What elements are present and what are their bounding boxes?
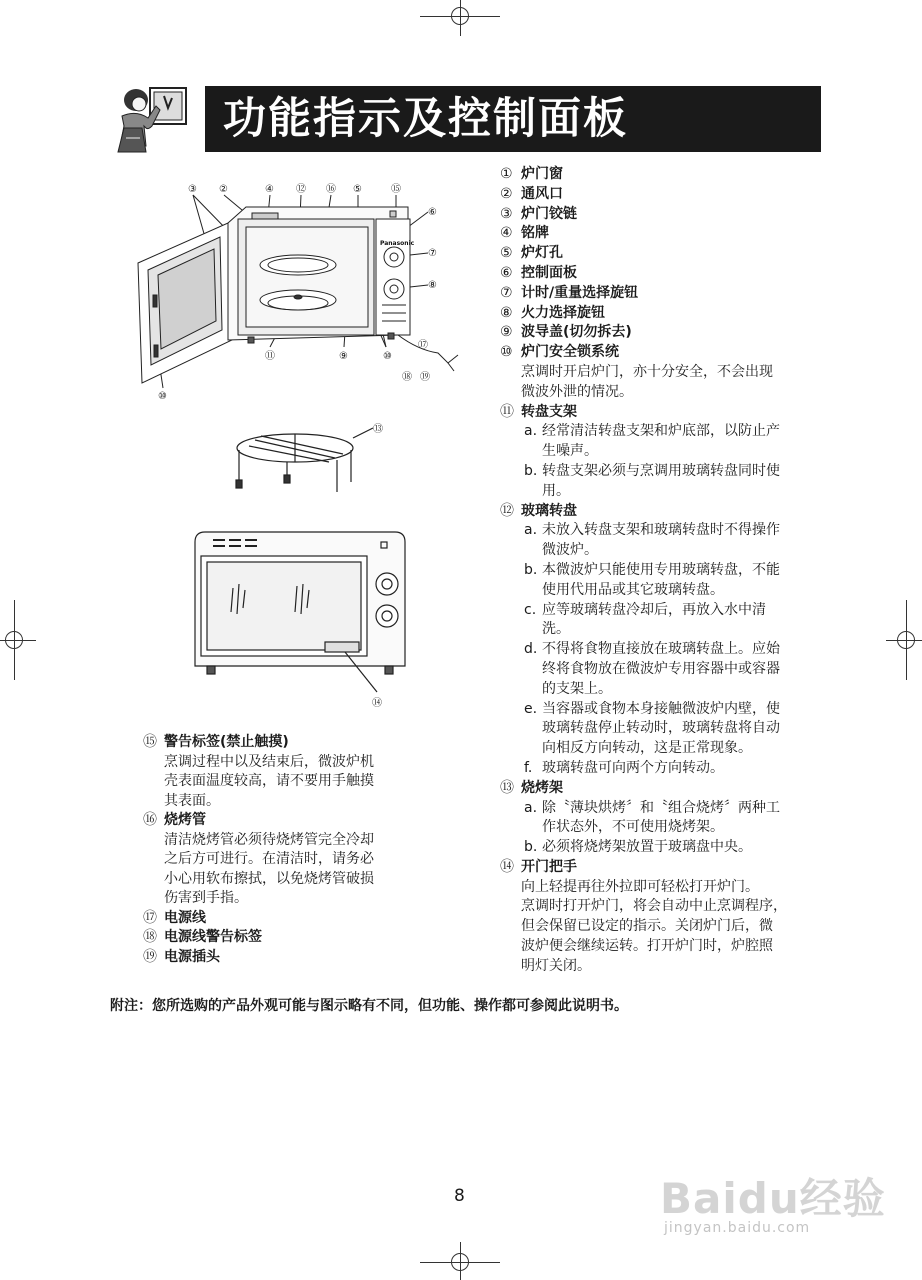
callout: ⑦ xyxy=(428,248,437,259)
list-item: ⑮ 警告标签(禁止触摸) 烹调过程中以及结束后，微波炉机 壳表面温度较高，请不要用手触摸 其表面。 xyxy=(143,734,374,809)
callout: ③ xyxy=(188,184,197,195)
callout: ② xyxy=(219,184,228,195)
list-item: ⑧ 火力选择旋钮 xyxy=(500,304,605,321)
callout: ⑮ xyxy=(391,184,401,195)
list-item: ③ 炉门铰链 xyxy=(500,205,577,222)
list-item: ④ 铭牌 xyxy=(500,225,549,242)
list-item: ⑪ 转盘支架 a. 经常清洁转盘支架和炉底部，以防止产 生噪声。 b. 转盘支架必须与烹调用玻璃转盘同时使 用。 xyxy=(500,403,780,499)
callout: ⑯ xyxy=(326,184,336,195)
list-item: ⑤ 炉灯孔 xyxy=(500,245,563,262)
watermark xyxy=(650,1150,890,1250)
callout: ⑩ xyxy=(158,391,167,402)
registration-mark xyxy=(451,1253,469,1271)
callout: ⑲ xyxy=(420,372,430,383)
footnote: 附注：您所选购的产品外观可能与图示略有不同，但功能、操作都可参阅此说明书。 xyxy=(110,998,628,1014)
list-item: ⑩ 炉门安全锁系统 烹调时开启炉门，亦十分安全，不会出现 微波外泄的情况。 xyxy=(500,344,773,400)
list-item: ⑯ 烧烤管 清洁烧烤管必须待烧烤管完全冷却 之后方可进行。在清洁时，请务必 小心用软布擦拭，以免烧烤管破损 伤害到手指。 xyxy=(143,812,374,906)
list-item: ⑫ 玻璃转盘 a. 未放入转盘支架和玻璃转盘时不得操作 微波炉。 b. 本微波炉只能使用专用玻璃转盘，不能 使用代用品或其它玻璃转盘。 c. 应等玻璃转盘冷却后，再放入水中清 洗。 d. 不得将食物直接放在玻璃转盘上。应始 终将食物放在微波炉专用容器中或容器 的支架上。 e. 当容器或食物本身接触微波炉内壁，使 玻璃转盘停止转动时，玻璃转盘将自动 向相反方向转动，这是正常现象。 f. 玻璃转盘可向两个方向转动。 xyxy=(500,502,780,776)
list-item: ① 炉门窗 xyxy=(500,166,563,182)
list-item: ⑦ 计时/重量选择旋钮 xyxy=(500,284,639,301)
callout: ⑤ xyxy=(353,184,362,195)
pointing-person-icon xyxy=(112,82,192,158)
callout: ④ xyxy=(265,184,274,195)
parts-list-left xyxy=(143,733,423,967)
closed-oven-diagram xyxy=(185,528,415,713)
callout: ⑥ xyxy=(428,207,437,218)
list-item: ⑰ 电源线 xyxy=(143,909,206,926)
list-item: ⑥ 控制面板 xyxy=(500,264,577,281)
list-item: ⑲ 电源插头 xyxy=(143,948,220,965)
callout: ⑫ xyxy=(296,184,306,195)
page-title: 功能指示及控制面板 xyxy=(223,94,628,144)
list-item: ⑭ 开门把手 向上轻提再往外拉即可轻松打开炉门。 烹调时打开炉门，将会自动中止烹调程序， 但会保留已设定的指示。关闭炉门后，微 波炉便会继续运转。打开炉门时，炉腔照 明灯关闭。 xyxy=(500,858,787,974)
callout: ⑩ xyxy=(383,351,392,362)
callout: ⑪ xyxy=(265,351,275,362)
list-item: ② 通风口 xyxy=(500,185,563,202)
open-oven-diagram xyxy=(118,175,468,410)
registration-mark xyxy=(451,7,469,25)
registration-mark xyxy=(897,631,915,649)
callout: ⑰ xyxy=(418,340,428,351)
callout: ⑧ xyxy=(428,280,437,291)
callout: ⑱ xyxy=(402,372,412,383)
registration-mark xyxy=(5,631,23,649)
title-bar xyxy=(205,86,821,152)
parts-list-right xyxy=(500,165,825,977)
callout: ⑬ xyxy=(373,424,383,435)
watermark-url: jingyan.baidu.com xyxy=(664,1220,811,1236)
list-item: ⑬ 烧烤架 a. 除〝薄块烘烤〞和〝组合烧烤〞两种工 作状态外，不可使用烧烤架。 b. 必须将烧烤架放置于玻璃盘中央。 xyxy=(500,779,780,856)
list-item: ⑱ 电源线警告标签 xyxy=(143,929,262,945)
callout: ⑨ xyxy=(339,351,348,362)
page-number: 8 xyxy=(454,1186,465,1206)
list-item: ⑨ 波导盖(切勿拆去) xyxy=(500,324,632,341)
watermark-logo: Baidu经验 xyxy=(660,1174,886,1223)
grill-rack-diagram xyxy=(225,420,395,505)
brand-label: Panasonic xyxy=(380,240,415,247)
callout: ⑭ xyxy=(372,698,382,709)
